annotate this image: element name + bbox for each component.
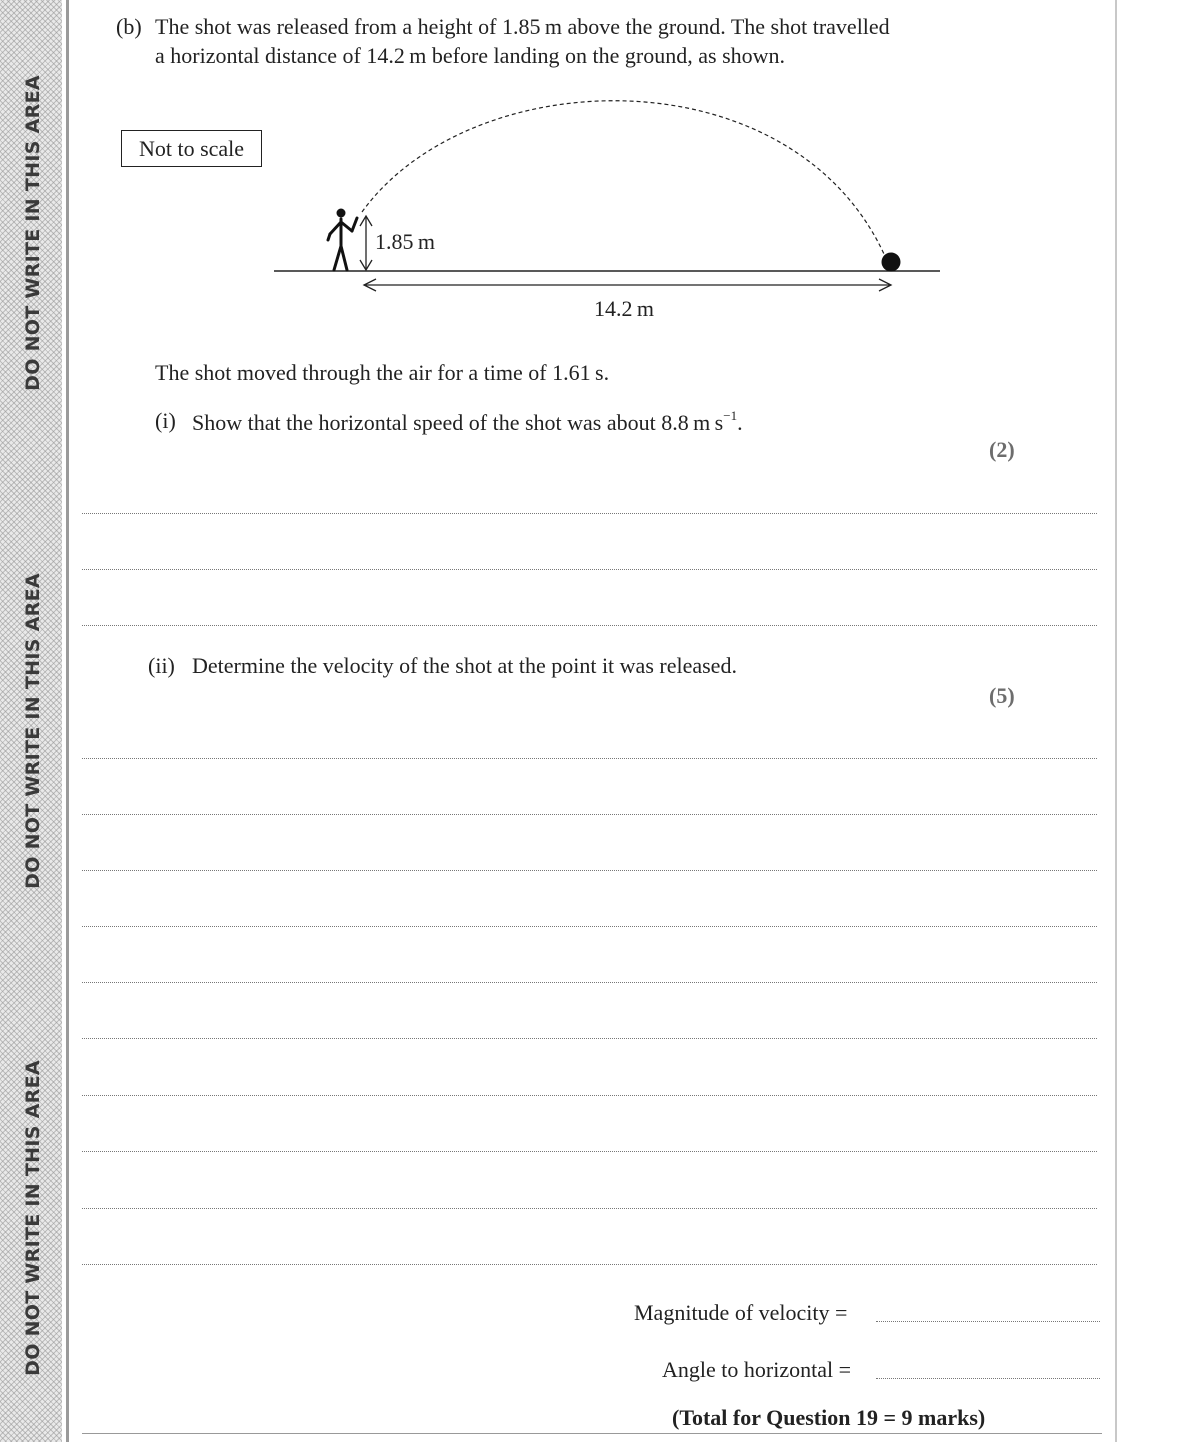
not-to-scale-box: Not to scale [121,130,262,167]
distance-label: 14.2 m [594,296,655,321]
height-label: 1.85 m [375,229,436,254]
total-marks: (Total for Question 19 = 9 marks) [672,1405,986,1430]
answer-line[interactable] [82,569,1097,570]
shot-ball [882,253,901,272]
intro-line-1: The shot was released from a height of 1.85 m above the ground. The shot travelled [155,14,890,39]
intro-line-2: a horizontal distance of 14.2 m before landing on the ground, as shown. [155,43,786,68]
part-i-label: (i) [155,408,176,433]
answer-line[interactable] [82,1208,1097,1209]
margin-warning-middle: DO NOT WRITE IN THIS AREA [22,573,44,889]
part-ii-label: (ii) [148,653,175,678]
time-statement: The shot moved through the air for a time of 1.61 s. [155,360,610,385]
answer-line[interactable] [82,758,1097,759]
margin-warning-bottom: DO NOT WRITE IN THIS AREA [22,1060,44,1376]
angle-label: Angle to horizontal = [662,1357,851,1382]
athlete-figure [328,209,357,271]
answer-line[interactable] [82,814,1097,815]
part-i-question: Show that the horizontal speed of the shot was about 8.8 m s [192,410,724,435]
height-arrow [360,216,372,270]
trajectory-diagram [0,0,1192,340]
magnitude-label: Magnitude of velocity = [634,1300,848,1325]
magnitude-answer-field[interactable] [876,1321,1100,1322]
answer-line[interactable] [82,1095,1097,1096]
unit-exponent: −1 [723,408,738,423]
part-i-marks: (2) [989,437,1015,462]
answer-line[interactable] [82,1264,1097,1265]
distance-arrow [364,279,891,291]
answer-line[interactable] [82,926,1097,927]
answer-line[interactable] [82,1151,1097,1152]
part-i-text [192,408,743,436]
angle-answer-field[interactable] [876,1378,1100,1379]
bottom-rule [82,1433,1102,1434]
answer-line[interactable] [82,1038,1097,1039]
part-i-end: . [737,410,743,435]
answer-line[interactable] [82,513,1097,514]
part-ii-marks: (5) [989,683,1015,708]
margin-warning-top: DO NOT WRITE IN THIS AREA [22,75,44,391]
part-label: (b) [116,14,142,39]
answer-line[interactable] [82,982,1097,983]
part-ii-text: Determine the velocity of the shot at the point it was released. [192,653,737,678]
trajectory-path [362,101,884,254]
answer-line[interactable] [82,625,1097,626]
answer-line[interactable] [82,870,1097,871]
